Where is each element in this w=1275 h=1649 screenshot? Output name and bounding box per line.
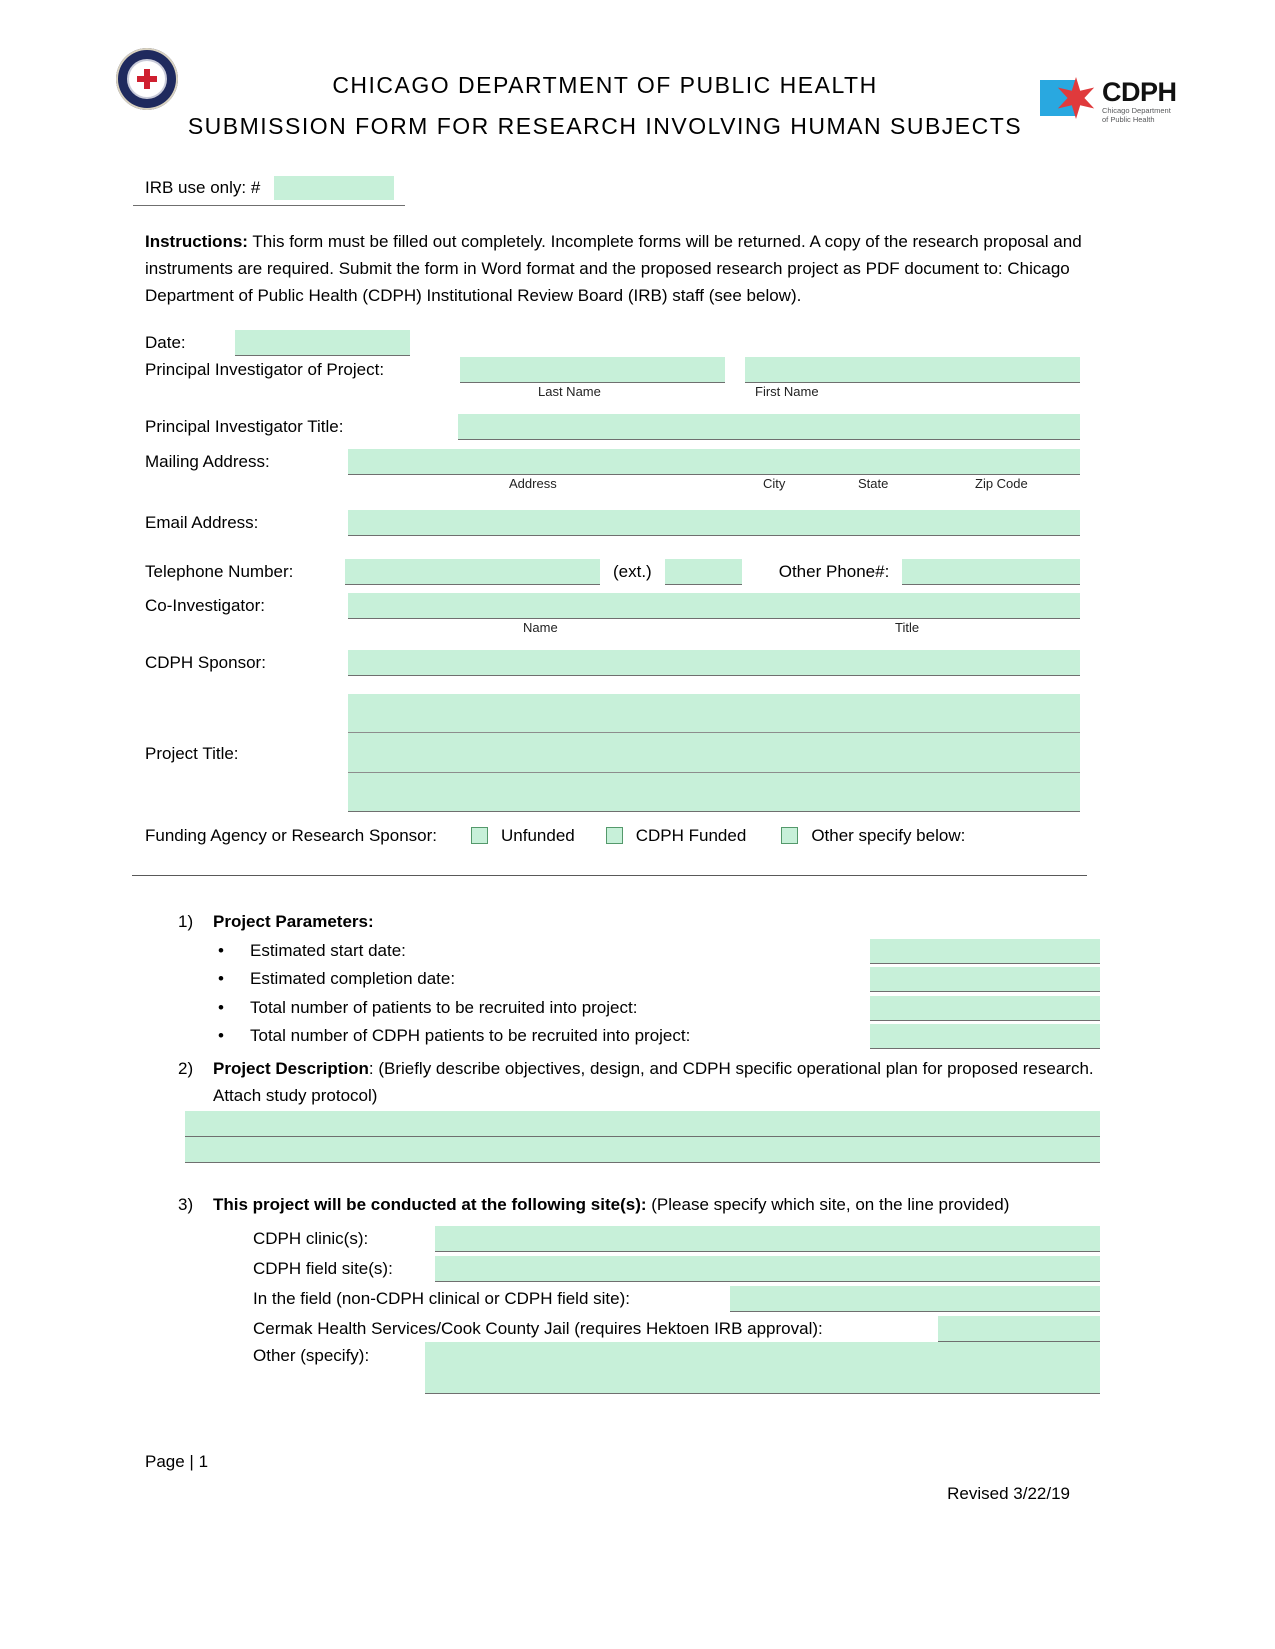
pi-captions-row <box>145 383 1080 401</box>
total-patients-field[interactable] <box>870 996 1100 1021</box>
section-2-heading <box>145 1055 1100 1109</box>
section-2-text <box>213 1055 1100 1109</box>
funding-row <box>145 822 1080 849</box>
date-field[interactable] <box>235 330 410 356</box>
cdph-logo-text-block <box>1102 76 1177 124</box>
other-specify-label: Other (specify): <box>253 1346 370 1365</box>
bullet-item-completion-date <box>145 964 1100 993</box>
irb-number-field[interactable] <box>274 176 394 200</box>
completion-date-field[interactable] <box>870 967 1100 992</box>
header-titles <box>0 72 1210 139</box>
cdph-sponsor-row <box>145 649 1080 676</box>
section-divider <box>132 875 1087 876</box>
pi-title-row <box>145 413 1080 440</box>
cdph-logo-mark <box>1040 76 1098 122</box>
site-row-in-the-field <box>145 1282 1100 1312</box>
irb-use-only-label: IRB use only: # <box>145 178 261 197</box>
co-investigator-captions-row <box>145 619 1080 637</box>
cdph-clinics-field[interactable] <box>435 1226 1100 1252</box>
bullet-item-total-patients <box>145 992 1100 1021</box>
funding-label: Funding Agency or Research Sponsor: <box>145 826 438 845</box>
name-caption: Name <box>523 620 558 635</box>
project-title-line-1 <box>348 694 1080 733</box>
co-investigator-label: Co-Investigator: <box>145 596 265 615</box>
cdph-sponsor-label: CDPH Sponsor: <box>145 653 266 672</box>
principal-investigator-row <box>145 356 1080 383</box>
instructions-lead: Instructions: <box>145 232 248 251</box>
co-investigator-field[interactable] <box>348 593 1080 619</box>
page-number: Page | 1 <box>145 1452 209 1471</box>
pi-title-label: Principal Investigator Title: <box>145 417 344 436</box>
project-title-line-3 <box>348 773 1080 811</box>
project-description-field-line-2[interactable] <box>185 1137 1100 1163</box>
instructions-text: This form must be filled out completely. Incomplete forms will be returned. A copy of the research proposal and instruments are required. Submit the form in Word format and the proposed research project as PDF document to: Chicago Department of Public Health (CDPH) Institutional Review Board (IRB) staff (see below). <box>145 232 1082 305</box>
cdph-logo-name: CDPH <box>1102 77 1177 107</box>
in-the-field-label: In the field (non-CDPH clinical or CDPH field site): <box>253 1289 630 1308</box>
address-caption: Address <box>509 476 557 491</box>
co-investigator-row <box>145 592 1080 619</box>
bullet-item-cdph-patients <box>145 1021 1100 1050</box>
section-1-title: Project Parameters: <box>213 912 374 931</box>
email-row <box>145 509 1080 536</box>
unfunded-option <box>471 822 575 849</box>
cdph-logo-tagline-2: of Public Health <box>1102 115 1155 124</box>
address-captions-row <box>145 475 1080 493</box>
in-the-field-field[interactable] <box>730 1286 1100 1312</box>
cdph-sponsor-field[interactable] <box>348 650 1080 676</box>
other-funding-checkbox[interactable] <box>781 827 798 844</box>
extension-label: (ext.) <box>613 562 652 581</box>
bullet-item-start-date <box>145 935 1100 964</box>
top-form <box>145 329 1100 849</box>
cdph-funded-option <box>606 822 747 849</box>
bullet-icon <box>218 1022 250 1049</box>
project-description-field-line-1[interactable] <box>185 1111 1100 1137</box>
date-row <box>145 329 1080 356</box>
unfunded-label: Unfunded <box>501 826 575 845</box>
state-caption: State <box>858 476 889 491</box>
cdph-logo <box>1040 76 1177 124</box>
irb-use-only-row <box>133 174 405 206</box>
section-3-title: This project will be conducted at the following site(s): <box>213 1195 647 1214</box>
cdph-funded-checkbox[interactable] <box>606 827 623 844</box>
mailing-address-row <box>145 448 1080 475</box>
document-title: CHICAGO DEPARTMENT OF PUBLIC HEALTH <box>332 72 878 98</box>
header <box>145 48 1177 160</box>
site-row-cdph-clinics <box>145 1222 1100 1252</box>
cdph-patients-field[interactable] <box>870 1024 1100 1049</box>
section-3-text <box>213 1191 1100 1218</box>
site-list <box>145 1222 1100 1396</box>
caption-spacer <box>145 383 460 401</box>
section-3-number: 3) <box>178 1195 194 1214</box>
start-date-label: Estimated start date: <box>250 940 406 960</box>
pi-first-name-field[interactable] <box>745 357 1080 383</box>
section-2-number: 2) <box>178 1059 194 1078</box>
site-row-other <box>145 1342 1100 1396</box>
cdph-clinics-label: CDPH clinic(s): <box>253 1229 369 1248</box>
title-caption: Title <box>895 620 920 635</box>
telephone-label: Telephone Number: <box>145 562 294 581</box>
email-field[interactable] <box>348 510 1080 536</box>
other-funding-option <box>781 822 965 849</box>
section-2-title: Project Description <box>213 1059 369 1078</box>
completion-date-label: Estimated completion date: <box>250 969 456 988</box>
cermak-field[interactable] <box>938 1316 1100 1342</box>
pi-last-name-field[interactable] <box>460 357 725 383</box>
principal-investigator-label: Principal Investigator of Project: <box>145 360 385 379</box>
project-title-label: Project Title: <box>145 743 239 763</box>
zip-code-caption: Zip Code <box>975 476 1028 491</box>
section-3-body: (Please specify which site, on the line provided) <box>646 1195 1010 1214</box>
pi-title-field[interactable] <box>458 414 1080 440</box>
project-title-line-2 <box>348 733 1080 772</box>
project-description-block <box>185 1111 1100 1163</box>
last-name-caption: Last Name <box>538 384 601 399</box>
section-3-heading <box>145 1191 1100 1218</box>
unfunded-checkbox[interactable] <box>471 827 488 844</box>
start-date-field[interactable] <box>870 939 1100 964</box>
chicago-star-icon <box>1055 77 1097 119</box>
site-row-cdph-field-sites <box>145 1252 1100 1282</box>
first-name-caption: First Name <box>755 384 819 399</box>
total-patients-label: Total number of patients to be recruited into project: <box>250 997 638 1017</box>
project-title-field[interactable] <box>348 694 1080 812</box>
document-subtitle: SUBMISSION FORM FOR RESEARCH INVOLVING HUMAN SUBJECTS <box>187 113 1023 139</box>
cermak-label: Cermak Health Services/Cook County Jail (requires Hektoen IRB approval): <box>253 1319 823 1338</box>
mailing-address-label: Mailing Address: <box>145 452 270 471</box>
section-1-heading <box>145 908 1100 935</box>
other-specify-field[interactable] <box>425 1342 1100 1394</box>
bullet-icon <box>218 965 250 992</box>
revised-date: Revised 3/22/19 <box>947 1484 1070 1503</box>
other-funding-label: Other specify below: <box>811 826 966 845</box>
mailing-address-field[interactable] <box>348 449 1080 475</box>
section-2-body: : (Briefly describe objectives, design, and CDPH specific operational plan for proposed research. Attach study protocol) <box>213 1059 1094 1105</box>
cdph-field-sites-label: CDPH field site(s): <box>253 1259 393 1278</box>
city-caption: City <box>763 476 786 491</box>
other-phone-label: Other Phone#: <box>778 562 890 581</box>
instructions-paragraph <box>145 228 1100 309</box>
cdph-patients-label: Total number of CDPH patients to be recruited into project: <box>250 1026 691 1045</box>
cdph-field-sites-field[interactable] <box>435 1256 1100 1282</box>
telephone-row <box>145 558 1080 585</box>
extension-field[interactable] <box>665 559 742 585</box>
telephone-field[interactable] <box>345 559 600 585</box>
bullet-icon <box>218 937 250 964</box>
other-phone-field[interactable] <box>902 559 1080 585</box>
site-row-cermak <box>145 1312 1100 1342</box>
cdph-funded-label: CDPH Funded <box>635 826 747 845</box>
date-label: Date: <box>145 333 186 352</box>
project-title-row <box>145 694 1080 812</box>
email-label: Email Address: <box>145 513 259 532</box>
bullet-icon <box>218 994 250 1021</box>
cdph-logo-tagline-1: Chicago Department <box>1102 106 1171 115</box>
section-1-number: 1) <box>178 912 194 931</box>
